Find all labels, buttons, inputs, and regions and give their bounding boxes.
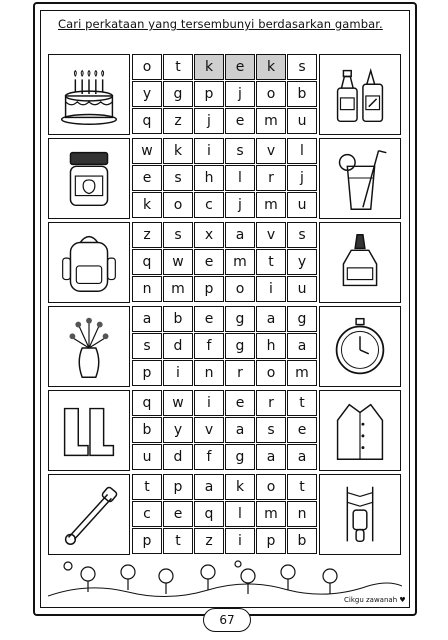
letter-cell[interactable]: a <box>287 444 317 470</box>
letter-cell[interactable]: i <box>163 360 193 386</box>
safety-pin-icon <box>48 474 130 555</box>
letter-cell[interactable]: a <box>256 444 286 470</box>
letter-cell[interactable]: s <box>287 222 317 248</box>
letter-cell[interactable]: a <box>225 222 255 248</box>
letter-cell[interactable]: p <box>194 276 224 302</box>
letter-cell[interactable]: t <box>287 474 317 500</box>
letter-cell[interactable]: t <box>132 474 162 500</box>
cake-icon <box>48 54 130 135</box>
letter-cell[interactable]: n <box>132 276 162 302</box>
letter-cell[interactable]: v <box>256 138 286 164</box>
letter-cell[interactable]: r <box>256 165 286 191</box>
bottles-icon <box>319 54 401 135</box>
letter-cell[interactable]: s <box>163 165 193 191</box>
letter-cell[interactable]: t <box>256 249 286 275</box>
letter-cell[interactable]: b <box>163 306 193 332</box>
letter-cell[interactable]: n <box>287 501 317 527</box>
letter-cell[interactable]: p <box>132 360 162 386</box>
letter-cell[interactable]: j <box>194 108 224 134</box>
letter-cell[interactable]: m <box>256 108 286 134</box>
letter-cell[interactable]: a <box>132 306 162 332</box>
letter-cell[interactable]: k <box>163 138 193 164</box>
letter-cell[interactable]: q <box>132 108 162 134</box>
stopwatch-icon <box>319 306 401 387</box>
flower-vase-icon <box>48 306 130 387</box>
letter-cell[interactable]: g <box>287 306 317 332</box>
letter-cell[interactable]: d <box>163 333 193 359</box>
letter-cell[interactable]: t <box>163 54 193 80</box>
letter-cell[interactable]: e <box>163 501 193 527</box>
letter-cell[interactable]: p <box>256 528 286 554</box>
letter-cell[interactable]: e <box>225 54 255 80</box>
letter-cell[interactable]: s <box>256 417 286 443</box>
boots-icon <box>48 390 130 471</box>
letter-cell[interactable]: l <box>287 138 317 164</box>
letter-cell[interactable]: e <box>194 306 224 332</box>
letter-cell[interactable]: s <box>287 54 317 80</box>
juice-glass-icon <box>319 138 401 219</box>
letter-cell[interactable]: f <box>194 444 224 470</box>
letter-cell[interactable]: q <box>194 501 224 527</box>
letter-cell[interactable]: a <box>287 333 317 359</box>
letter-cell[interactable]: e <box>287 417 317 443</box>
letter-cell[interactable]: j <box>287 165 317 191</box>
letter-cell[interactable]: g <box>163 81 193 107</box>
letter-cell[interactable]: t <box>163 528 193 554</box>
letter-cell[interactable]: w <box>163 390 193 416</box>
letter-cell[interactable]: r <box>225 360 255 386</box>
worksheet-instruction: Cari perkataan yang tersembunyi berdasarkan gambar. <box>58 17 383 31</box>
letter-cell[interactable]: p <box>163 474 193 500</box>
letter-cell[interactable]: m <box>256 501 286 527</box>
letter-cell[interactable]: p <box>132 528 162 554</box>
letter-cell[interactable]: a <box>194 474 224 500</box>
letter-cell[interactable]: i <box>256 276 286 302</box>
letter-cell[interactable]: s <box>132 333 162 359</box>
letter-cell[interactable]: i <box>194 390 224 416</box>
letter-cell[interactable]: m <box>287 360 317 386</box>
letter-cell[interactable]: o <box>256 81 286 107</box>
letter-cell[interactable]: e <box>194 249 224 275</box>
letter-cell[interactable]: v <box>256 222 286 248</box>
letter-cell[interactable]: f <box>194 333 224 359</box>
letter-cell[interactable]: n <box>194 360 224 386</box>
letter-grid-block <box>132 390 317 471</box>
letter-cell[interactable]: u <box>132 444 162 470</box>
letter-cell[interactable]: j <box>225 81 255 107</box>
letter-cell[interactable]: m <box>163 276 193 302</box>
letter-cell[interactable]: z <box>194 528 224 554</box>
letter-cell[interactable]: j <box>225 192 255 218</box>
letter-grid-block <box>132 474 317 555</box>
letter-cell[interactable]: y <box>287 249 317 275</box>
letter-cell[interactable]: a <box>225 417 255 443</box>
letter-cell[interactable]: m <box>256 192 286 218</box>
puzzle-row <box>48 138 401 219</box>
letter-cell[interactable]: h <box>256 333 286 359</box>
puzzle-row <box>48 222 401 303</box>
letter-cell[interactable]: y <box>132 81 162 107</box>
letter-cell[interactable]: z <box>163 108 193 134</box>
jam-jar-icon <box>48 138 130 219</box>
letter-cell[interactable]: w <box>132 138 162 164</box>
puzzle-row <box>48 306 401 387</box>
letter-cell[interactable]: u <box>287 108 317 134</box>
word-search-grid <box>48 54 401 554</box>
zipper-icon <box>319 474 401 555</box>
letter-grid-block <box>132 54 317 135</box>
puzzle-row <box>48 54 401 135</box>
letter-cell[interactable]: c <box>132 501 162 527</box>
letter-grid-block <box>132 138 317 219</box>
letter-cell[interactable]: b <box>287 81 317 107</box>
letter-cell[interactable]: w <box>163 249 193 275</box>
letter-cell[interactable]: i <box>194 138 224 164</box>
letter-cell[interactable]: e <box>225 108 255 134</box>
letter-cell[interactable]: u <box>287 276 317 302</box>
letter-cell[interactable]: k <box>256 54 286 80</box>
letter-cell[interactable]: l <box>225 165 255 191</box>
letter-cell[interactable]: k <box>225 474 255 500</box>
letter-cell[interactable]: q <box>132 249 162 275</box>
letter-cell[interactable]: p <box>194 81 224 107</box>
page-number: 67 <box>203 608 251 632</box>
letter-cell[interactable]: b <box>132 417 162 443</box>
letter-cell[interactable]: x <box>194 222 224 248</box>
letter-cell[interactable]: l <box>225 501 255 527</box>
letter-cell[interactable]: z <box>132 222 162 248</box>
backpack-icon <box>48 222 130 303</box>
puzzle-row <box>48 474 401 555</box>
letter-cell[interactable]: g <box>225 333 255 359</box>
letter-cell[interactable]: s <box>225 138 255 164</box>
author-credit: Cikgu zawanah ♥ <box>344 596 406 604</box>
letter-cell[interactable]: h <box>194 165 224 191</box>
children-playing-illustration <box>48 560 402 600</box>
letter-cell[interactable]: o <box>225 276 255 302</box>
letter-cell[interactable]: u <box>287 192 317 218</box>
letter-cell[interactable]: q <box>132 390 162 416</box>
coat-icon <box>319 390 401 471</box>
letter-cell[interactable]: i <box>225 528 255 554</box>
letter-cell[interactable]: g <box>225 444 255 470</box>
letter-cell[interactable]: v <box>194 417 224 443</box>
letter-cell[interactable]: o <box>163 192 193 218</box>
letter-cell[interactable]: t <box>287 390 317 416</box>
letter-cell[interactable]: o <box>132 54 162 80</box>
letter-cell[interactable]: a <box>256 306 286 332</box>
letter-cell[interactable]: d <box>163 444 193 470</box>
letter-cell[interactable]: g <box>225 306 255 332</box>
letter-cell[interactable]: b <box>287 528 317 554</box>
letter-cell[interactable]: k <box>132 192 162 218</box>
letter-cell[interactable]: o <box>256 360 286 386</box>
letter-cell[interactable]: e <box>225 390 255 416</box>
letter-grid-block <box>132 222 317 303</box>
letter-cell[interactable]: y <box>163 417 193 443</box>
letter-cell[interactable]: m <box>225 249 255 275</box>
puzzle-row <box>48 390 401 471</box>
letter-cell[interactable]: c <box>194 192 224 218</box>
letter-cell[interactable]: o <box>256 474 286 500</box>
letter-grid-block <box>132 306 317 387</box>
letter-cell[interactable]: r <box>256 390 286 416</box>
letter-cell[interactable]: k <box>194 54 224 80</box>
letter-cell[interactable]: s <box>163 222 193 248</box>
glue-bottle-icon <box>319 222 401 303</box>
letter-cell[interactable]: e <box>132 165 162 191</box>
